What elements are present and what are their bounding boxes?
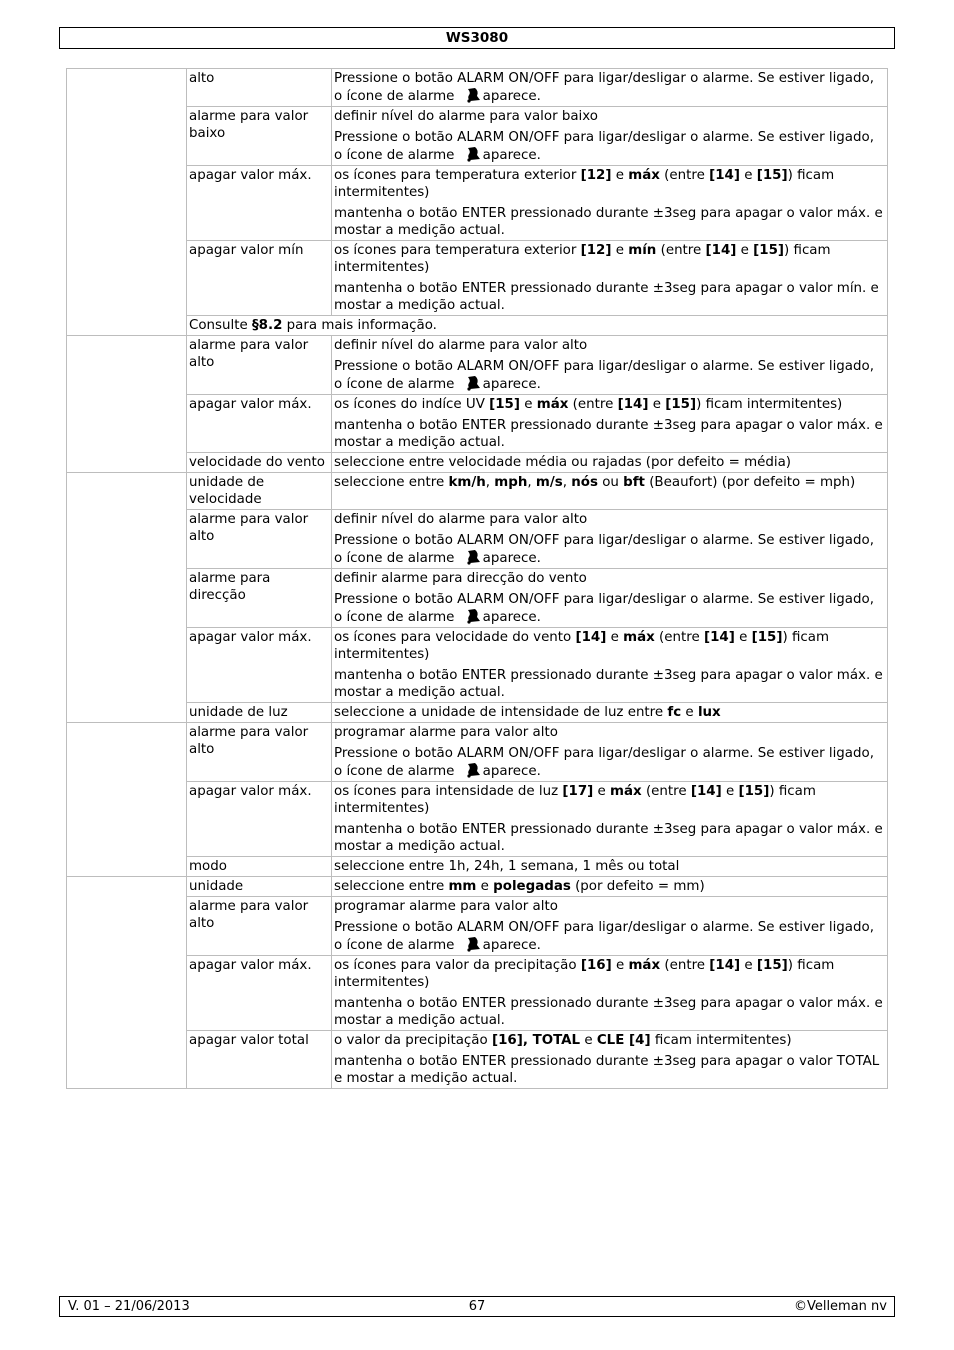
text: mantenha o botão ENTER pressionado durante ±3seg para apagar o valor máx. e mostar a medição actual. [334, 668, 883, 700]
text: Pressione o botão ALARM ON/OFF para ligar/desligar o alarme. Se estiver ligado, o ícone de alarme [334, 746, 874, 779]
bold-text: mín [628, 243, 657, 258]
bold-text: [16], TOTAL [491, 1033, 581, 1048]
cell-paragraph [334, 724, 885, 741]
table-row [67, 897, 888, 956]
text: aparece. [482, 89, 541, 104]
category-cell [67, 877, 187, 1089]
table-row [67, 316, 888, 336]
text: e [721, 784, 739, 799]
text: e [611, 243, 629, 258]
bold-text: [12] [580, 243, 612, 258]
text: ficam intermitentes) [650, 1033, 792, 1048]
setting-cell: alarme para direcção [187, 569, 332, 628]
description-cell [332, 703, 888, 723]
alarm-bell-icon [465, 608, 481, 624]
bold-text: [14] [617, 397, 649, 412]
cell-paragraph [334, 957, 885, 991]
description-cell [332, 241, 888, 316]
text: aparece. [482, 764, 541, 779]
text: seleccione entre 1h, 24h, 1 semana, 1 mês ou total [334, 859, 680, 874]
alarm-bell-icon [465, 762, 481, 778]
cell-paragraph [334, 919, 885, 954]
table-row [67, 166, 888, 241]
bold-text: [14] [690, 784, 722, 799]
setting-cell: unidade de luz [187, 703, 332, 723]
cell-paragraph [334, 629, 885, 663]
bold-text: [14] [703, 630, 735, 645]
text: ) ficam intermitentes) [334, 784, 816, 816]
alarm-bell-icon [465, 87, 481, 103]
bold-text: [15] [753, 243, 785, 258]
bold-text: CLE [4] [596, 1033, 651, 1048]
bold-text: mph [494, 475, 528, 490]
page-footer [59, 1296, 895, 1317]
description-cell [332, 782, 888, 857]
bold-text: máx [628, 168, 660, 183]
setting-cell: apagar valor mín [187, 241, 332, 316]
text: Pressione o botão ALARM ON/OFF para ligar/desligar o alarme. Se estiver ligado, o ícone de alarme [334, 359, 874, 392]
cell-paragraph [334, 396, 885, 413]
cell-paragraph [334, 205, 885, 239]
table-row [67, 857, 888, 877]
table-row [67, 782, 888, 857]
text: aparece. [482, 551, 541, 566]
text: e [476, 879, 494, 894]
description-cell [332, 473, 888, 510]
setting-cell: velocidade do vento [187, 453, 332, 473]
text: mantenha o botão ENTER pressionado durante ±3seg para apagar o valor mín. e mostar a medição actual. [334, 281, 879, 313]
cell-paragraph [334, 783, 885, 817]
table-row [67, 473, 888, 510]
footer-copyright: ©Velleman nv [793, 1299, 887, 1314]
cell-paragraph [334, 898, 885, 915]
cell-paragraph [334, 704, 885, 721]
bold-text: [14] [705, 243, 737, 258]
cell-paragraph [334, 167, 885, 201]
text: Pressione o botão ALARM ON/OFF para ligar/desligar o alarme. Se estiver ligado, o ícone de alarme [334, 533, 874, 566]
text: (entre [659, 168, 710, 183]
setting-cell: modo [187, 857, 332, 877]
setting-cell: alarme para valor alto [187, 510, 332, 569]
description-cell [332, 166, 888, 241]
text: definir alarme para direcção do vento [334, 571, 587, 586]
text: definir nível do alarme para valor baixo [334, 109, 598, 124]
table-row [67, 569, 888, 628]
cell-paragraph [334, 995, 885, 1029]
text: o valor da precipitação [334, 1033, 492, 1048]
alarm-bell-icon [465, 936, 481, 952]
cell-paragraph [334, 474, 885, 491]
cell-paragraph [334, 417, 885, 451]
text: os ícones do indíce UV [334, 397, 490, 412]
bold-text: [14] [709, 168, 740, 183]
text: para mais informação. [282, 318, 437, 333]
cell-paragraph [334, 337, 885, 354]
text: e [580, 1033, 597, 1048]
setting-cell: apagar valor total [187, 1031, 332, 1089]
text: ) ficam intermitentes) [334, 168, 835, 200]
setting-cell: alto [187, 69, 332, 107]
footer-version: V. 01 – 21/06/2013 [68, 1299, 190, 1314]
text: e [740, 958, 757, 973]
bold-text: [15] [756, 958, 788, 973]
cell-paragraph [334, 129, 885, 164]
text: Pressione o botão ALARM ON/OFF para ligar/desligar o alarme. Se estiver ligado, o ícone de alarme [334, 130, 874, 163]
description-cell [332, 628, 888, 703]
text: programar alarme para valor alto [334, 725, 558, 740]
cell-paragraph [334, 1032, 885, 1049]
description-cell [332, 69, 888, 107]
bold-text: [15] [665, 397, 697, 412]
bold-text: [15] [738, 784, 770, 799]
bold-text: lux [697, 705, 721, 720]
text: Pressione o botão ALARM ON/OFF para ligar/desligar o alarme. Se estiver ligado, o ícone de alarme [334, 592, 874, 625]
table-row [67, 628, 888, 703]
bold-text: [15] [751, 630, 783, 645]
text: e [736, 243, 754, 258]
text: (entre [654, 630, 704, 645]
bold-text: [15] [756, 168, 788, 183]
text: ) ficam intermitentes) [334, 958, 835, 990]
description-cell [332, 877, 888, 897]
table-row [67, 107, 888, 166]
description-cell [332, 336, 888, 395]
cell-paragraph [189, 317, 885, 334]
table-row [67, 723, 888, 782]
text: os ícones para valor da precipitação [334, 958, 581, 973]
bold-text: máx [536, 397, 569, 412]
text: definir nível do alarme para valor alto [334, 338, 588, 353]
category-cell [67, 723, 187, 877]
text: mantenha o botão ENTER pressionado durante ±3seg para apagar o valor máx. e mostar a medição actual. [334, 418, 883, 450]
table-row [67, 877, 888, 897]
cell-paragraph [334, 591, 885, 626]
text: , [485, 475, 495, 490]
table-row [67, 336, 888, 395]
bold-text: [17] [562, 784, 594, 799]
table-row [67, 453, 888, 473]
table-row [67, 395, 888, 453]
text: ) ficam intermitentes) [334, 630, 829, 662]
bold-text: [16] [580, 958, 612, 973]
description-cell [332, 395, 888, 453]
text: seleccione entre velocidade média ou rajadas (por defeito = média) [334, 455, 792, 470]
table-row [67, 510, 888, 569]
text: aparece. [482, 148, 541, 163]
text: seleccione entre [334, 475, 449, 490]
description-cell [332, 569, 888, 628]
bold-text: nós [571, 475, 598, 490]
bold-text: [12] [580, 168, 612, 183]
text: seleccione a unidade de intensidade de luz entre [334, 705, 668, 720]
description-cell [332, 956, 888, 1031]
text: definir nível do alarme para valor alto [334, 512, 588, 527]
cell-paragraph [334, 280, 885, 314]
bold-text: máx [628, 958, 661, 973]
page-header [59, 27, 895, 49]
setting-cell: apagar valor máx. [187, 395, 332, 453]
setting-cell: alarme para valor baixo [187, 107, 332, 166]
cell-paragraph [334, 358, 885, 393]
setting-cell: apagar valor máx. [187, 166, 332, 241]
bold-text: fc [667, 705, 682, 720]
table-row [67, 69, 888, 107]
setting-cell: unidade de velocidade [187, 473, 332, 510]
text: os ícones para temperatura exterior [334, 243, 581, 258]
description-cell [332, 723, 888, 782]
text: e [520, 397, 537, 412]
setting-cell: alarme para valor alto [187, 723, 332, 782]
text: , [527, 475, 536, 490]
bold-text: m/s [535, 475, 563, 490]
info-cell [187, 316, 888, 336]
cell-paragraph [334, 745, 885, 780]
text: ) ficam intermitentes) [334, 243, 831, 275]
setting-cell: unidade [187, 877, 332, 897]
text: e [611, 168, 629, 183]
text: e [606, 630, 624, 645]
text: mantenha o botão ENTER pressionado durante ±3seg para apagar o valor máx. e mostar a medição actual. [334, 822, 883, 854]
bold-text: máx [623, 630, 655, 645]
settings-table [66, 68, 888, 1089]
text: e [611, 958, 629, 973]
description-cell [332, 107, 888, 166]
table-row [67, 1031, 888, 1089]
text: os ícones para intensidade de luz [334, 784, 563, 799]
cell-paragraph [334, 242, 885, 276]
text: mantenha o botão ENTER pressionado durante ±3seg para apagar o valor máx. e mostar a medição actual. [334, 206, 883, 238]
table-row [67, 241, 888, 316]
footer-page-number: 67 [468, 1299, 486, 1314]
table-row [67, 703, 888, 723]
text: e [734, 630, 752, 645]
text: (entre [641, 784, 691, 799]
bold-text: [14] [575, 630, 607, 645]
setting-cell: apagar valor máx. [187, 956, 332, 1031]
category-cell [67, 336, 187, 473]
cell-paragraph [334, 511, 885, 528]
text: os ícones para temperatura exterior [334, 168, 581, 183]
bold-text: máx [610, 784, 642, 799]
description-cell [332, 1031, 888, 1089]
text: mantenha o botão ENTER pressionado durante ±3seg para apagar o valor TOTAL e mostar a medição actual. [334, 1054, 880, 1086]
alarm-bell-icon [465, 375, 481, 391]
text: (entre [568, 397, 618, 412]
bold-text: [14] [709, 958, 741, 973]
text: (entre [656, 243, 706, 258]
bold-text: §8.2 [251, 318, 283, 333]
cell-paragraph [334, 454, 885, 471]
cell-paragraph [334, 878, 885, 895]
bold-text: polegadas [493, 879, 571, 894]
alarm-bell-icon [465, 146, 481, 162]
bold-text: [15] [489, 397, 520, 412]
cell-paragraph [334, 70, 885, 105]
text: ou [597, 475, 624, 490]
cell-paragraph [334, 1053, 885, 1087]
setting-cell: alarme para valor alto [187, 897, 332, 956]
text: , [562, 475, 572, 490]
cell-paragraph [334, 108, 885, 125]
description-cell [332, 857, 888, 877]
setting-cell: apagar valor máx. [187, 628, 332, 703]
text: ) ficam intermitentes) [696, 397, 843, 412]
text: mantenha o botão ENTER pressionado durante ±3seg para apagar o valor máx. e mostar a medição actual. [334, 996, 883, 1028]
alarm-bell-icon [465, 549, 481, 565]
text: Consulte [189, 318, 252, 333]
description-cell [332, 453, 888, 473]
bold-text: bft [623, 475, 645, 490]
text: (por defeito = mm) [570, 879, 705, 894]
text: seleccione entre [334, 879, 449, 894]
document-title: WS3080 [445, 30, 509, 46]
description-cell [332, 897, 888, 956]
setting-cell: alarme para valor alto [187, 336, 332, 395]
category-cell [67, 473, 187, 723]
text: (entre [660, 958, 710, 973]
cell-paragraph [334, 570, 885, 587]
setting-cell: apagar valor máx. [187, 782, 332, 857]
bold-text: km/h [448, 475, 486, 490]
text: e [739, 168, 757, 183]
text: os ícones para velocidade do vento [334, 630, 576, 645]
text: Pressione o botão ALARM ON/OFF para ligar/desligar o alarme. Se estiver ligado, o ícone de alarme [334, 71, 874, 104]
text: aparece. [482, 377, 541, 392]
text: aparece. [482, 610, 541, 625]
cell-paragraph [334, 821, 885, 855]
cell-paragraph [334, 532, 885, 567]
text: e [681, 705, 698, 720]
text: programar alarme para valor alto [334, 899, 558, 914]
text: e [593, 784, 611, 799]
category-cell [67, 69, 187, 336]
table-row [67, 956, 888, 1031]
cell-paragraph [334, 667, 885, 701]
text: Pressione o botão ALARM ON/OFF para ligar/desligar o alarme. Se estiver ligado, o ícone de alarme [334, 920, 874, 953]
text: aparece. [482, 938, 541, 953]
cell-paragraph [334, 858, 885, 875]
text: e [648, 397, 666, 412]
description-cell [332, 510, 888, 569]
text: (Beaufort) (por defeito = mph) [644, 475, 856, 490]
bold-text: mm [448, 879, 477, 894]
